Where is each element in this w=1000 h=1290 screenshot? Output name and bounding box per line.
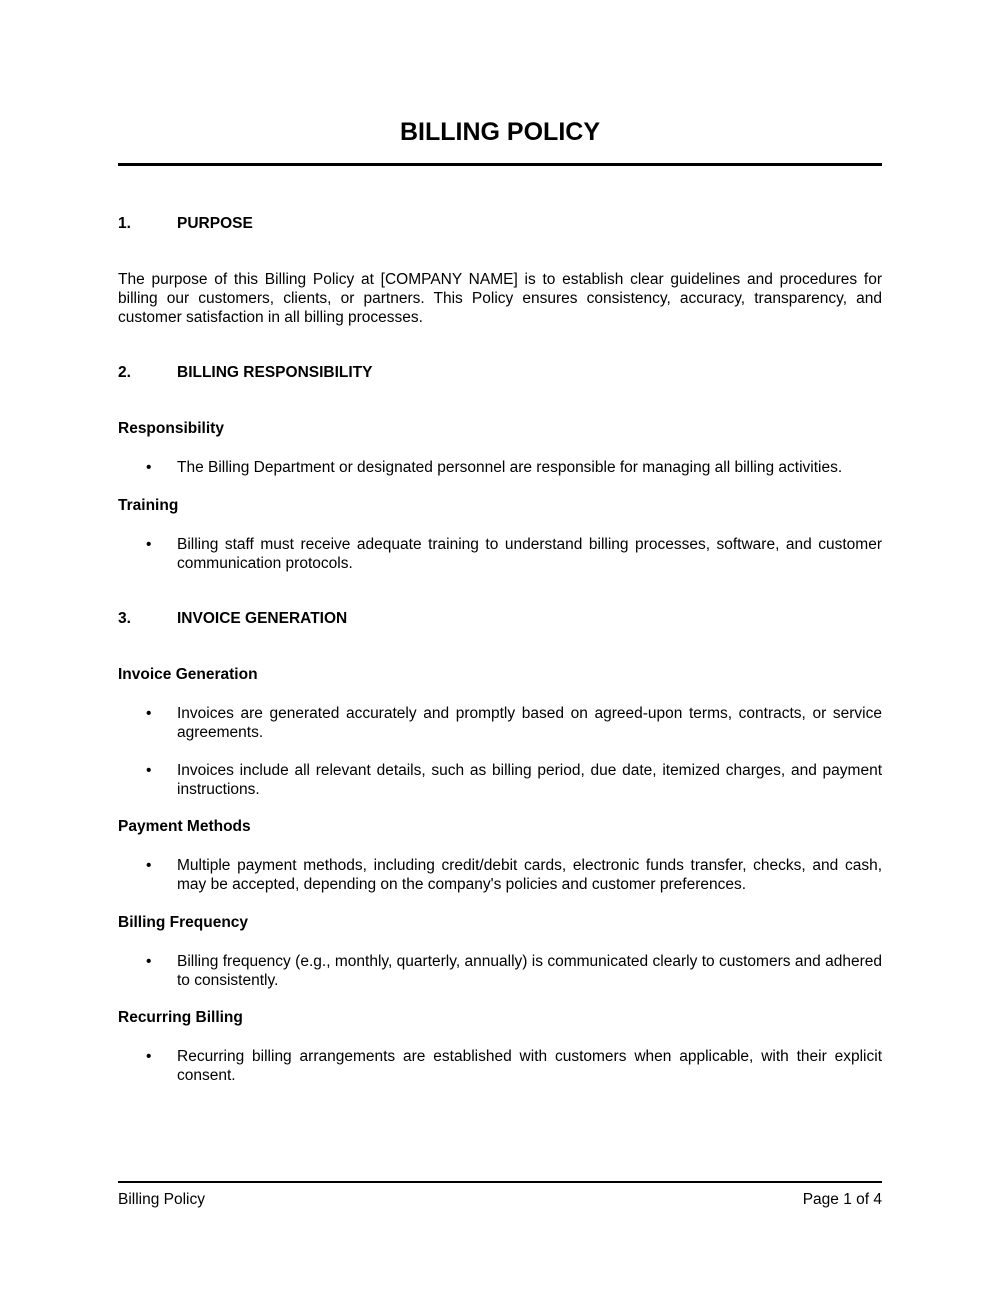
training-list bbox=[118, 535, 882, 573]
payment-methods-list bbox=[118, 856, 882, 894]
bullet-text: Invoices include all relevant details, such as billing period, due date, itemized charges, and payment instructions. bbox=[177, 762, 882, 798]
bullet-icon: • bbox=[146, 459, 152, 476]
bullet-text: Billing frequency (e.g., monthly, quarterly, annually) is communicated clearly to customers and adhered to consistently. bbox=[177, 953, 882, 989]
purpose-paragraph: The purpose of this Billing Policy at [COMPANY NAME] is to establish clear guidelines and procedures for billing our customers, clients, or partners. This Policy ensures consistency, accuracy, transparency, and customer satisfaction in all billing processes. bbox=[118, 271, 882, 326]
list-item bbox=[118, 952, 882, 990]
list-item bbox=[118, 458, 882, 477]
subheading-payment-methods: Payment Methods bbox=[118, 818, 251, 835]
bullet-text: Multiple payment methods, including credit/debit cards, electronic funds transfer, checks, and cash, may be accepted, depending on the company's policies and customer preferences. bbox=[177, 857, 882, 893]
footer-document-name: Billing Policy bbox=[118, 1191, 206, 1208]
bullet-icon: • bbox=[146, 1048, 152, 1065]
responsibility-list bbox=[118, 458, 882, 477]
subheading-responsibility: Responsibility bbox=[118, 420, 224, 437]
section-title: INVOICE GENERATION bbox=[177, 610, 348, 627]
document-body bbox=[118, 214, 882, 1085]
section-title: BILLING RESPONSIBILITY bbox=[177, 364, 373, 381]
section-number: 1. bbox=[118, 215, 131, 232]
bullet-icon: • bbox=[146, 857, 152, 874]
subheading-invoice-generation: Invoice Generation bbox=[118, 666, 258, 683]
section-heading-invoice-generation bbox=[118, 609, 882, 628]
section-heading-purpose bbox=[118, 214, 882, 233]
subheading-billing-frequency: Billing Frequency bbox=[118, 914, 249, 931]
bullet-icon: • bbox=[146, 953, 152, 970]
document-title: BILLING POLICY bbox=[400, 118, 600, 146]
subheading-training: Training bbox=[118, 497, 179, 514]
list-item bbox=[118, 761, 882, 799]
bullet-text: Invoices are generated accurately and promptly based on agreed-upon terms, contracts, or service agreements. bbox=[177, 705, 882, 741]
list-item bbox=[118, 856, 882, 894]
bullet-text: Recurring billing arrangements are established with customers when applicable, with their explicit consent. bbox=[177, 1048, 882, 1084]
list-item bbox=[118, 1047, 882, 1085]
section-title: PURPOSE bbox=[177, 215, 253, 232]
bullet-text: The Billing Department or designated personnel are responsible for managing all billing activities. bbox=[177, 459, 843, 476]
section-heading-billing-responsibility bbox=[118, 363, 882, 382]
invoice-generation-list bbox=[118, 704, 882, 799]
section-number: 3. bbox=[118, 610, 131, 627]
billing-frequency-list bbox=[118, 952, 882, 990]
bullet-text: Billing staff must receive adequate training to understand billing processes, software, and customer communication protocols. bbox=[177, 536, 882, 572]
footer-divider bbox=[118, 1181, 882, 1183]
bullet-icon: • bbox=[146, 762, 152, 779]
bullet-icon: • bbox=[146, 536, 152, 553]
footer-page-number: Page 1 of 4 bbox=[802, 1191, 882, 1208]
bullet-icon: • bbox=[146, 705, 152, 722]
subheading-recurring-billing: Recurring Billing bbox=[118, 1009, 243, 1026]
list-item bbox=[118, 704, 882, 742]
section-number: 2. bbox=[118, 364, 131, 381]
title-divider bbox=[118, 163, 882, 166]
recurring-billing-list bbox=[118, 1047, 882, 1085]
page-footer bbox=[118, 1190, 882, 1209]
list-item bbox=[118, 535, 882, 573]
